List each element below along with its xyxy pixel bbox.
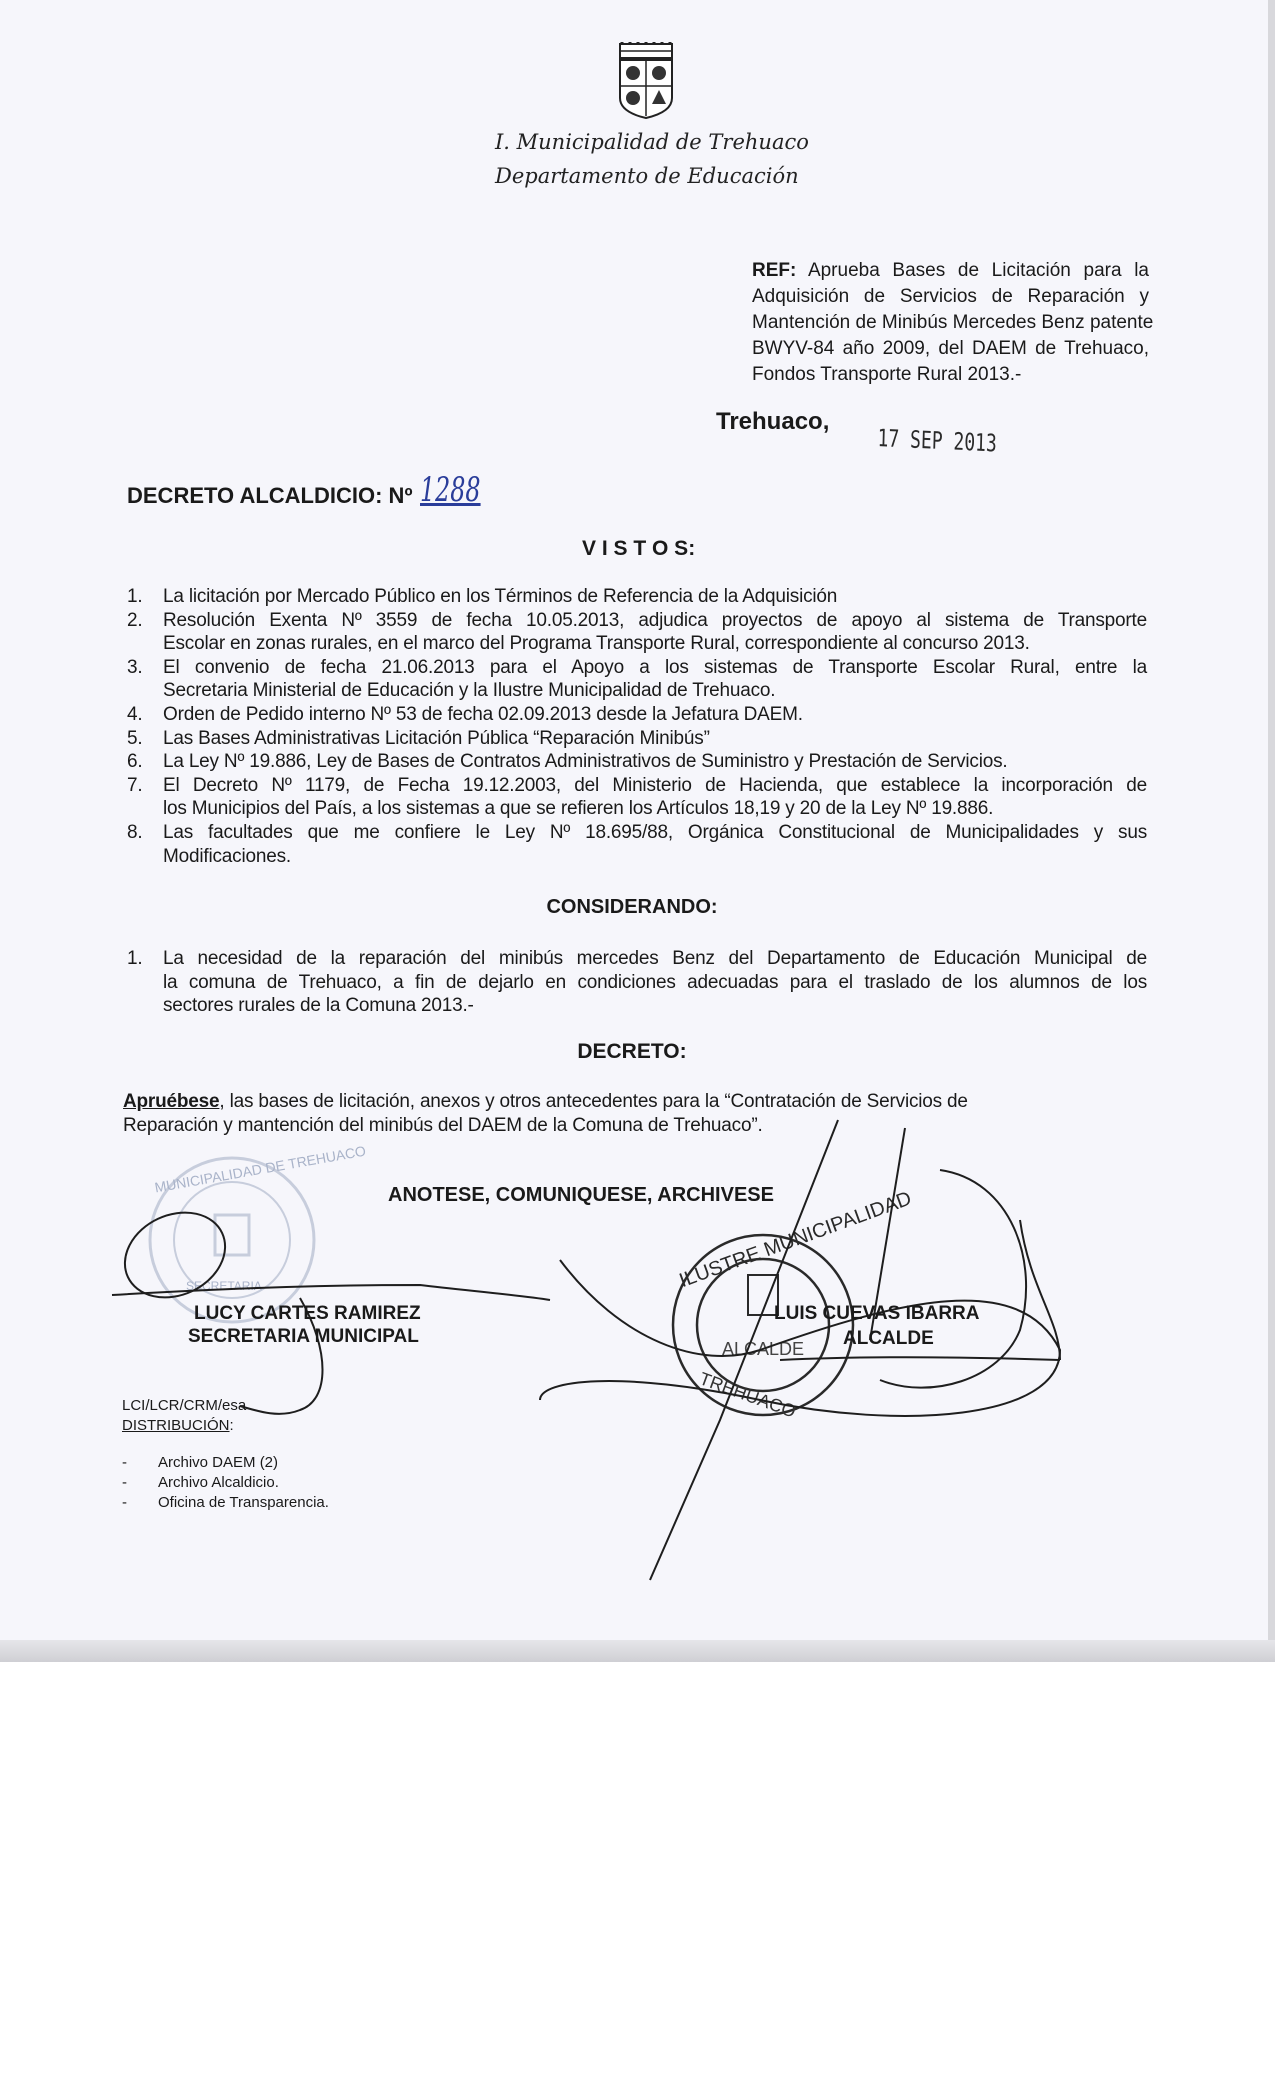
list-item [127, 703, 1147, 727]
decreto-heading: DECRETO: [577, 1040, 687, 1063]
distribution-item: - Oficina de Transparencia. [122, 1494, 329, 1511]
considerando-list [127, 947, 1147, 1018]
secretary-name: LUCY CARTES RAMIREZ [194, 1303, 421, 1324]
item-text: Secretaria Ministerial de Educación y la Ilustre Municipalidad de Trehuaco. [163, 680, 776, 702]
item-text: Las facultades que me confiere le Ley Nº 18.695/88, Orgánica Constitucional de Municipalidades y sus [163, 821, 1147, 843]
list-item [127, 585, 1147, 609]
distribution-item: - Archivo Alcaldicio. [122, 1474, 279, 1491]
item-number: 1. [127, 948, 143, 969]
distribution-item-text: Oficina de Transparencia. [158, 1494, 329, 1511]
item-text: los Municipios del País, a los sistemas a que se refieren los Artículos 18,19 y 20 de la Ley Nº 19.886. [163, 798, 994, 820]
item-text: Resolución Exenta Nº 3559 de fecha 10.05.2013, adjudica proyectos de apoyo al sistema de Transporte [163, 609, 1147, 631]
scan-edge [1268, 0, 1275, 1660]
distribution-heading: DISTRIBUCIÓN: [122, 1417, 234, 1434]
initials: LCI/LCR/CRM/esa [122, 1397, 247, 1414]
secretary-stamp-inner: SECRETARIA [186, 1279, 262, 1293]
item-text: El Decreto Nº 1179, de Fecha 19.12.2003, del Ministerio de Hacienda, que establece la incorporación de [163, 774, 1147, 796]
distribution-item-text: Archivo Alcaldicio. [158, 1474, 279, 1491]
mayor-name: LUIS CUEVAS IBARRA [774, 1303, 980, 1324]
item-text: la comuna de Trehuaco, a fin de dejarlo en condiciones adecuadas para el traslado de los alumnos de los [163, 971, 1147, 993]
decreto-body [123, 1090, 968, 1137]
decree-label: DECRETO ALCALDICIO: Nº [127, 483, 413, 508]
letterhead-department: Departamento de Educación [495, 164, 799, 188]
secretary-title: SECRETARIA MUNICIPAL [188, 1326, 419, 1347]
ref-line: Mantención de Minibús Mercedes Benz patente [752, 312, 1154, 333]
letterhead-municipality: I. Municipalidad de Trehuaco [495, 130, 809, 154]
considerando-heading: CONSIDERANDO: [546, 896, 718, 918]
mayor-stamp-middle: ALCALDE [722, 1339, 805, 1359]
item-number: 5. [127, 727, 143, 749]
item-number: 7. [127, 774, 143, 796]
secretary-stamp-text: MUNICIPALIDAD DE TREHUACO [153, 1142, 368, 1196]
item-number: 4. [127, 703, 143, 725]
distribution-list [122, 1453, 329, 1513]
item-number: 2. [127, 609, 143, 631]
mayor-stamp-bottom: TREHUACO [696, 1368, 799, 1422]
list-item [127, 947, 1147, 1018]
ref-line: Adquisición de Servicios de Reparación y [752, 286, 1149, 307]
municipal-crest-icon [614, 42, 678, 120]
mayor-stamp-text: ILUSTRE MUNICIPALIDAD [676, 1187, 915, 1293]
item-text: La Ley Nº 19.886, Ley de Bases de Contratos Administrativos de Suministro y Prestación de Servicios. [163, 751, 1008, 773]
decree-number-handwritten: 1288 [420, 470, 481, 510]
ref-line: BWYV-84 año 2009, del DAEM de Trehuaco, [752, 338, 1149, 359]
item-number: 6. [127, 751, 143, 773]
item-number: 3. [127, 656, 143, 678]
vistos-list [127, 585, 1147, 868]
item-text: sectores rurales de la Comuna 2013.- [163, 995, 474, 1017]
item-text: La necesidad de la reparación del minibús mercedes Benz del Departamento de Educación Municipal de [163, 948, 1147, 969]
list-item [127, 727, 1147, 751]
distribution-heading-text: DISTRIBUCIÓN [122, 1417, 230, 1434]
item-text: Orden de Pedido interno Nº 53 de fecha 02.09.2013 desde la Jefatura DAEM. [163, 703, 803, 725]
distribution-item: - Archivo DAEM (2) [122, 1454, 279, 1471]
list-item [127, 656, 1147, 703]
item-text: Las Bases Administrativas Licitación Pública “Reparación Minibús” [163, 727, 710, 749]
closing-formula: ANOTESE, COMUNIQUESE, ARCHIVESE [388, 1184, 774, 1206]
decreto-line: Reparación y mantención del minibús del DAEM de la Comuna de Trehuaco”. [123, 1114, 763, 1136]
item-text: Modificaciones. [163, 845, 291, 867]
scan-bottom-edge [0, 1640, 1275, 1662]
list-item [127, 609, 1147, 656]
list-item [127, 750, 1147, 774]
item-text: La licitación por Mercado Público en los Términos de Referencia de la Adquisición [163, 586, 838, 607]
reference-block [752, 258, 1154, 388]
vistos-heading: V I S T O S: [582, 537, 696, 560]
item-number: 1. [127, 586, 143, 607]
decreto-line: , las bases de licitación, anexos y otros antecedentes para la “Contratación de Servicios de [219, 1091, 968, 1112]
mayor-title: ALCALDE [843, 1328, 934, 1349]
item-text: Escolar en zonas rurales, en el marco del Programa Transporte Rural, correspondiente al concurso 2013. [163, 633, 1030, 655]
date-stamp: 17 SEP 2013 [877, 424, 998, 458]
item-number: 8. [127, 821, 143, 843]
ref-label: REF: [752, 260, 797, 281]
list-item [127, 821, 1147, 868]
place: Trehuaco, [716, 408, 830, 435]
distribution-item-text: Archivo DAEM (2) [158, 1454, 279, 1471]
list-item [127, 774, 1147, 821]
ref-line: Aprueba Bases de Licitación para la [807, 260, 1149, 281]
ref-line: Fondos Transporte Rural 2013.- [752, 364, 1022, 385]
decreto-lead: Apruébese [123, 1091, 220, 1112]
item-text: El convenio de fecha 21.06.2013 para el Apoyo a los sistemas de Transporte Escolar Rural, entre la [163, 656, 1147, 678]
